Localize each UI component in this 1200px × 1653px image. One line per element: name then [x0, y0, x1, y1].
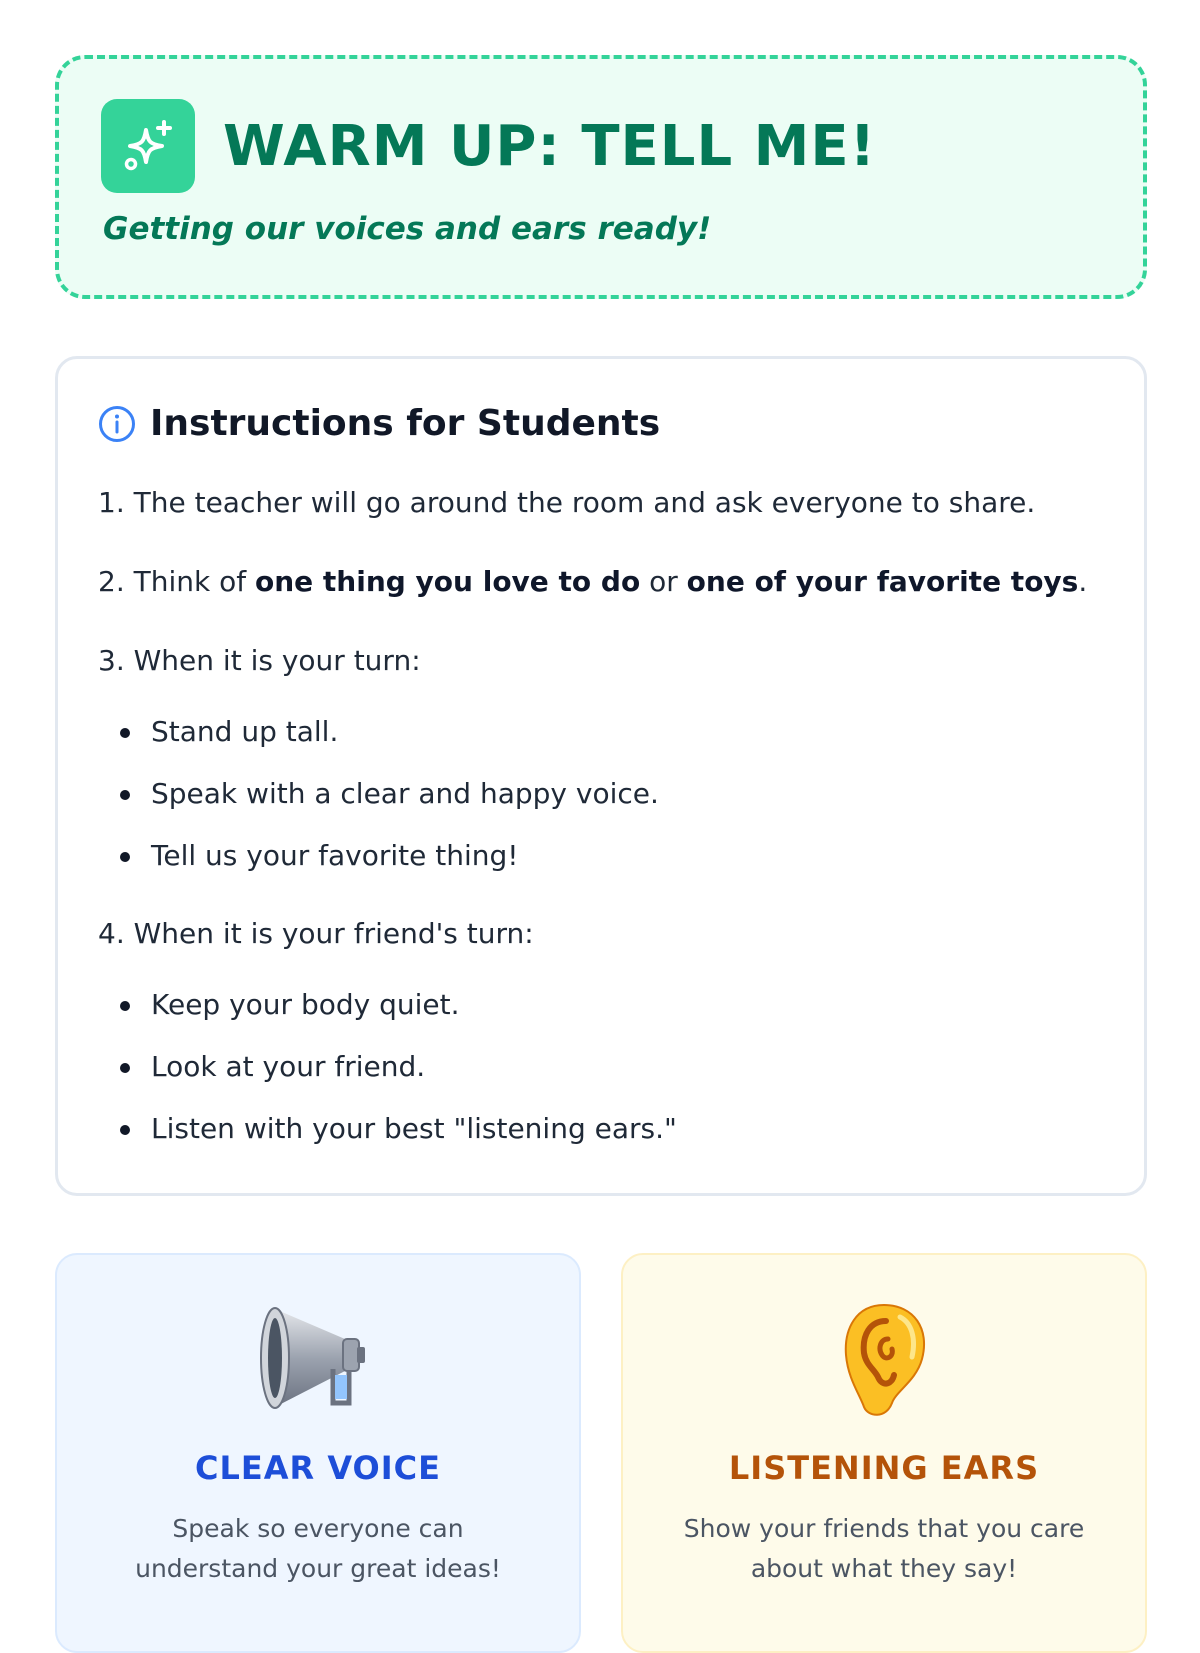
step-2-prefix: 2. Think of	[98, 565, 255, 598]
step-2-middle: or	[640, 565, 687, 598]
list-item: Listen with your best "listening ears."	[98, 1114, 1104, 1144]
megaphone-icon	[57, 1299, 579, 1419]
step-1: 1. The teacher will go around the room and ask everyone to share.	[98, 486, 1036, 519]
list-item: Speak with a clear and happy voice.	[98, 779, 1104, 809]
step-2-suffix: .	[1078, 565, 1088, 598]
header-row	[101, 99, 1143, 193]
step-2-bold-love: one thing you love to do	[255, 565, 641, 598]
step-4: 4. When it is your friend's turn:	[98, 917, 534, 950]
your-turn-list	[98, 717, 1104, 871]
listening-ears-text: Show your friends that you care about what they say!	[683, 1514, 1085, 1583]
listening-ears-title: LISTENING EARS	[728, 1449, 1040, 1487]
page	[55, 55, 1147, 1653]
list-item: Tell us your favorite thing!	[98, 841, 1104, 871]
clear-voice-tile	[55, 1253, 581, 1653]
page-title: WARM UP: TELL ME!	[223, 113, 877, 179]
step-3: 3. When it is your turn:	[98, 644, 421, 677]
clear-voice-title: CLEAR VOICE	[195, 1449, 441, 1487]
warm-up-header	[55, 55, 1147, 299]
list-item: Look at your friend.	[98, 1052, 1104, 1082]
instructions-title: Instructions for Students	[150, 403, 661, 444]
list-item: Stand up tall.	[98, 717, 1104, 747]
info-icon	[98, 405, 136, 443]
page-subtitle: Getting our voices and ears ready!	[103, 211, 712, 247]
skills-tiles	[55, 1253, 1147, 1653]
friend-turn-list	[98, 990, 1104, 1144]
instructions-card	[55, 356, 1147, 1196]
instructions-header	[98, 403, 1104, 444]
step-2	[98, 565, 1104, 598]
step-2-bold-toys: one of your favorite toys	[686, 565, 1079, 598]
list-item: Keep your body quiet.	[98, 990, 1104, 1020]
ear-icon	[623, 1299, 1145, 1419]
clear-voice-text: Speak so everyone can understand your great ideas!	[135, 1514, 501, 1583]
sparkles-icon	[101, 99, 195, 193]
listening-ears-tile	[621, 1253, 1147, 1653]
